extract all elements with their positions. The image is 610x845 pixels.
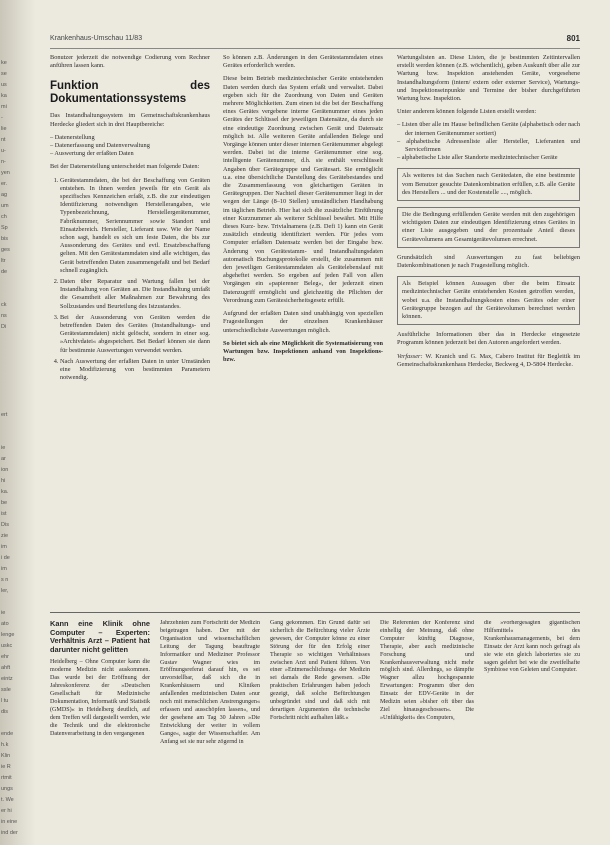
binding-fragment: im (1, 544, 7, 550)
section-divider (50, 612, 580, 613)
paragraph: Unter anderem können folgende Listen erstellt werden: (397, 108, 537, 116)
binding-fragment: um (1, 203, 9, 209)
binding-fragment: ie (1, 445, 6, 451)
list-item: – alphabetische Liste aller Standorte medizintechnischer Geräte (397, 154, 580, 162)
paragraph: Aufgrund der erfaßten Daten sind unabhängig von speziellen Fragestellungen der einzelnen Krankenhäuser unterschiedlichste Auswertungen möglich. (223, 310, 383, 334)
boxed-paragraph (397, 168, 580, 201)
paragraph: Bei der Datenerstellung unterscheidet man folgende Daten: (50, 163, 200, 171)
news-column-1 (50, 620, 150, 830)
list-item: 2. Daten über Reparatur und Wartung fallen bei der Instandhaltung von Geräten an. Die Instandhaltung umfaßt die Gesamtheit aller Maßnahmen zur Bewahrung des Sollzustandes und Beurteilung des Istzustandes. (60, 278, 210, 311)
paragraph: Als weiteres ist das Suchen nach Gerätedaten, die eine bestimmte vom Benutzer gesuchte Datenkombination erfüllen, z.B. alle Geräte des Herstellers ... und der Kostenstelle ...., möglich. (402, 172, 575, 196)
binding-fragment: ck (1, 302, 7, 308)
author-label: Verfasser: (397, 352, 423, 360)
paragraph: Wartungslisten an. Diese Listen, die je bestimmten Zeitintervallen erstellt werden können (z.B. wöchentlich), geben Auskunft über alle zur Wartung bzw. Inspektion anstehenden Geräte, vorgesehene Instandhaltungsform (intern/ extern oder externer Service), Wartungs- und Inspektionseinpunkte und Termine der bisher durchgeführten Wartung bzw. Inspektion. (397, 54, 580, 103)
column-1 (50, 54, 210, 609)
list-item: 4. Nach Auswertung der erfaßten Daten in unter Umständen eine Modifizierung von bestimmten Parametern notwendig. (60, 358, 210, 383)
paragraph: Gang gekommen. Ein Grund dafür sei sicherlich die Befürchtung vieler Ärzte gewesen, der Computer könne zu einer Störung der für den Erfolg einer Therapie so wichtigen Verhältnisses zwischen Arzt und Patient führen. Von einer »Entmenschlichung« der Medizin sei damals die Rede gewesen. »Die praktischen Erfahrungen haben jedoch gezeigt, daß solche Befürchtungen unbegründet sind und daß sich mit derartigen Argumenten die technische Fortschritt nicht aufhalten läßt.« (270, 620, 370, 721)
list-item: – Datenerstellung (50, 134, 210, 142)
binding-fragment: er. (1, 181, 8, 187)
paragraph: Als Beispiel können Aussagen über die beim Einsatz medizintechnischer Geräte entstehenden Kosten getroffen werden, wobei u.a. die Instandhaltungskosten eines Gerätes oder einer Gerätegruppe bezogen auf ihr Gerätevolumen berechnet werden können. (402, 280, 575, 321)
page-header (50, 34, 580, 49)
binding-fragment: ch (1, 214, 7, 220)
list-item: – Listen über alle im Hause befindlichen Geräte (alphabetisch oder nach der internen Gerätenummer sortiert) (397, 121, 580, 137)
paragraph: Die Referenten der Konferenz sind einhellig der Meinung, daß ohne Computer künftig Diagnose, Therapie, aber auch medizinische Forschung und Krankenhausverwaltung nicht mehr möglich sind. Allerdings, so dämpfte Wagner allzu hochgespannte Erwartungen: Programm über den Einsatz der EDV-Geräte in der Medizin seien »bisher oft über das Ziel hinausgeschossen«. Die »Unfähigkeit« des Computers, (380, 620, 474, 721)
binding-fragment: bis (1, 236, 9, 242)
binding-fragment: u- (1, 148, 6, 154)
dash-list (50, 134, 210, 159)
binding-fragment: ie (1, 610, 6, 616)
binding-fragment: im (1, 566, 7, 572)
binding-fragment: ag (1, 192, 8, 198)
paragraph: Jahrzehnten zum Fortschritt der Medizin beigetragen haben. Der mit der Organisation und wissenschaftlichen Leitung der Tagung beauftragte Informatiker und Mediziner Professor Gustav Wagner wies im Eröffnungsreferat darauf hin, es sei unvorstellbar, daß sich die in Krankenhäusern und Kliniken anfallenden medizinischen Daten »nur noch mit menschlichen Anstrengungen« erfassen und ausschöpfen lassen«, und der gesehene am Tag 30 Jahren »Die Entwicklung der weiter in vollem Gange«, sagte der Wissenschaftler. Am Anfang sei sie nur sehr zögernd in (160, 620, 260, 745)
binding-fragment: rtmit (1, 775, 12, 781)
dash-list (397, 121, 580, 162)
news-column-2 (160, 620, 260, 830)
binding-fragment: Dis (1, 522, 9, 528)
binding-fragment: ns (1, 313, 7, 319)
binding-fragment: ende (1, 731, 14, 737)
news-column-3 (270, 620, 370, 830)
binding-fragment: lie (1, 126, 7, 132)
binding-fragment: h.k (1, 742, 9, 748)
author-text: W. Kranich und G. Max, Cabero Institut für Begleitik im Gemeinschaftskrankenhaus Herdecke, Beckweg 4, D-5804 Herdecke. (397, 352, 580, 368)
binding-fragment: yen (1, 170, 10, 176)
binding-fragment: eintz (1, 676, 13, 682)
news-column-5 (484, 620, 580, 830)
binding-fragment: ahft (1, 665, 11, 671)
binding-fragment: ltr (1, 258, 6, 264)
binding-fragment: er hi (1, 808, 12, 814)
binding-fragment: Sp (1, 225, 8, 231)
binding-fragment: t. We (1, 797, 14, 803)
boxed-paragraph (397, 276, 580, 325)
binding-fragment: hi (1, 478, 6, 484)
binding-fragment: mi (1, 104, 7, 110)
column-2 (223, 54, 383, 609)
binding-fragment: ka (1, 93, 7, 99)
binding-fragment: ist (1, 511, 7, 517)
list-item: – alphabetische Adressenliste aller Hersteller, Lieferanten und Servicefirmen (397, 138, 580, 154)
binding-fragment: zie (1, 533, 9, 539)
section-heading: Funktion des Dokumentationssystems (50, 80, 210, 106)
numbered-list (50, 177, 210, 383)
binding-fragment: ert (1, 412, 8, 418)
paragraph: Bonutzer jederzeit die notwendige Codierung vom Rechner anführen lassen kann. (50, 54, 210, 70)
binding-fragment: Di (1, 324, 7, 330)
binding-fragment: in eine (1, 819, 18, 825)
binding-fragment: i de (1, 555, 10, 561)
binding-fragment: uskc (1, 643, 13, 649)
paragraph: Ausführliche Informationen über das in Herdecke eingesetzte Programm können jederzeit bei den Autoren angefordert werden. (397, 331, 580, 347)
binding-strip (0, 0, 36, 845)
binding-fragment: be (1, 500, 8, 506)
binding-fragment: lenge (1, 632, 15, 638)
list-item: 1. Gerätestammdaten, die bei der Beschaffung von Geräten entstehen. In ihnen werden jeweils für ein Gerät als spezifisches Kennzeichen erfaßt, z.B. die zur eindeutigen Identifizierung notwendigen Herstellerangaben, wie Typenbezeichnung, Herstellergerätenummer, Fabriknummer, Seriennummer sowie Standort und Einsatzbereich. Hersteller, Lieferant usw. Wie der Name schon sagt, handelt es sich um feste Daten, die bis zur Aussonderung des Gerätes und evtl. Ersatzbeschaffung gelten. Mit den Gerätestammdaten sind alle wichtigen, das Gerät betreffenden Daten zusammengefaßt und bei Bedarf schnell zugänglich. (60, 177, 210, 275)
page-number: 801 (566, 34, 580, 43)
author-credit (397, 353, 580, 369)
binding-fragment: l tu (1, 698, 9, 704)
binding-fragment: nt (1, 137, 6, 143)
binding-fragment: - (1, 115, 3, 121)
binding-fragment: dis (1, 709, 9, 715)
binding-fragment: n- (1, 159, 6, 165)
binding-fragment: ges (1, 247, 10, 253)
paragraph: So können z.B. Änderungen in den Gerätestammdaten eines Gerätes erforderlich werden. (223, 54, 383, 70)
list-item: – Datenerfassung und Datenverwaltung (50, 142, 210, 150)
binding-fragment: ke (1, 60, 7, 66)
paragraph: Heidelberg – Ohne Computer kann die moderne Medizin nicht auskommen. Das wurde bei der Eröffnung der Jahreskonferenz der »Deutschen Gesellschaft für Medizinische Dokumentation, Informatik und Statistik (GMDS)« in Heidelberg deutlich, auf dem Treffen will dargestellt werden, wie die Technik und die elektronische Datenverarbeitung in den vergangenen (50, 659, 150, 737)
column-3 (397, 54, 580, 609)
binding-fragment: ehr (1, 654, 9, 660)
binding-fragment: Klin (1, 753, 11, 759)
news-column-4 (380, 620, 474, 830)
binding-fragment: s n (1, 577, 9, 583)
binding-fragment: ar (1, 456, 6, 462)
paragraph: Das Instandhaltungssystem im Gemeinschaftskrankenhaus Herdecke gliedert sich in drei Hauptbereiche: (50, 112, 210, 128)
paragraph: Die die Bedingung erfüllenden Geräte werden mit den zugehörigen wichtigsten Daten zur eindeutigen Identifizierung eines Gerätes in einer Liste ausgegeben und der prozentuale Anteil dieses Gerätevolumens am Gesamtgerätevolumen errechnet. (402, 211, 575, 243)
binding-fragment: us (1, 82, 7, 88)
binding-fragment: ka. (1, 489, 9, 495)
binding-fragment: ato (1, 621, 9, 627)
list-item: 3. Bei der Aussonderung von Geräten werden die betreffenden Daten des Gerätes (Instandhaltungs- und Gerätestammdaten) nicht gelöscht, sondern in einer sog. »Archivdatei« abgespeichert. Bei Bedarf können sie dann für bestimmte Auswertungen verwendet werden. (60, 314, 210, 355)
paragraph: Diese beim Betrieb medizintechnischer Geräte entstehenden Daten werden durch das System erfaßt und verwaltet. Dabei ergeben sich für die Zuordnung von Daten und Geräten mehrere Möglichkeiten. Zum einen ist die bei der Beschaffung eines Gerätes vergebene interne Gerätenummer eines jeden Gerätes der Schlüssel der jeweiligen Datensätze, da durch sie eine eindeutige Zuordnung zwischen Gerät und Datensatz möglich ist. Alle weiteren Geräte anfallenden Belege und Vorgänge können unter dieser internen Gerätenummer abgelegt werden. Dabei ist die interne Gerätenummer eine sog. intelligente Gerätenummer, d.h. sie enthält verschlüsselt Angaben über Gerätegruppe und Gerätesart. Sie ermöglicht u.a. eine übersichtliche Darstellung des Gerätebestandes und die Zusammenfassung von gleichartigen Geräten in Gerätegruppen. Der Nachteil dieser Gerätenummer liegt in der wegen der Länge (8–10 Stellen) umständlichen Handhabung im täglichen Betrieb. Hier hat sich die zusätzliche Einführung einer Kurznummer als weiterer Schlüssel bewährt. Mit Hilfe dieses Kurz- bzw. Trivialnamens (z.B. Defi 1) kann ein Gerät zusätzlich eindeutig identifiziert werden. Für jedes vom Computer erfaßten Datensatz werden bei der Eingabe bzw. Änderung von Gerätestamm- und Instandhaltungsdaten automatisch Buchungsprotokolle erstellt, die zusammen mit den jeweiligen Gerätestammdaten als Gerätelebenslauf mit abgeheftet werden. So ergeben auf jeden Fall von allen Vorgängen ein »papierener Beleg«, der jederzeit einen Datenzugriff ermöglicht und gleichzeitig die Pflichten der Verordnung zum Gerätesicherheitsgesetz erfüllt. (223, 75, 383, 304)
binding-fragment: de (1, 269, 8, 275)
running-title: Krankenhaus-Umschau 11/83 (50, 35, 143, 42)
news-headline: Kann eine Klinik ohne Computer – Experten: Verhältnis Arzt – Patient hat darunter nicht gelitten (50, 620, 150, 654)
boxed-paragraph (397, 207, 580, 248)
binding-fragment: ion (1, 467, 9, 473)
binding-fragment: ler, (1, 588, 9, 594)
paragraph: die »vorhergesagten gigantischen Hilfsmittel« des Krankenhausmanagements, bei dem Einsatz der Arzt kann noch gefragt als sie wie ein gleich laboriertes sie zu sagen gelehrt bei wie die zweifelhafte Symbiose von Geleien und Computer. (484, 620, 580, 674)
binding-fragment: ie R (1, 764, 11, 770)
paragraph: Grundsätzlich sind Auswertungen zu fast beliebigen Datenkombinationen je nach Fragestellung möglich. (397, 253, 580, 270)
list-item: – Auswertung der erfaßten Daten (50, 150, 210, 158)
binding-fragment: se (1, 71, 7, 77)
binding-fragment: ungs (1, 786, 13, 792)
binding-fragment: ind der (1, 830, 18, 836)
paragraph: So bietet sich als eine Möglichkeit die Systematisierung von Wartungen bzw. Inspektionen anhand von Inspektions- bzw. (223, 339, 383, 364)
binding-fragment: ssle (1, 687, 11, 693)
